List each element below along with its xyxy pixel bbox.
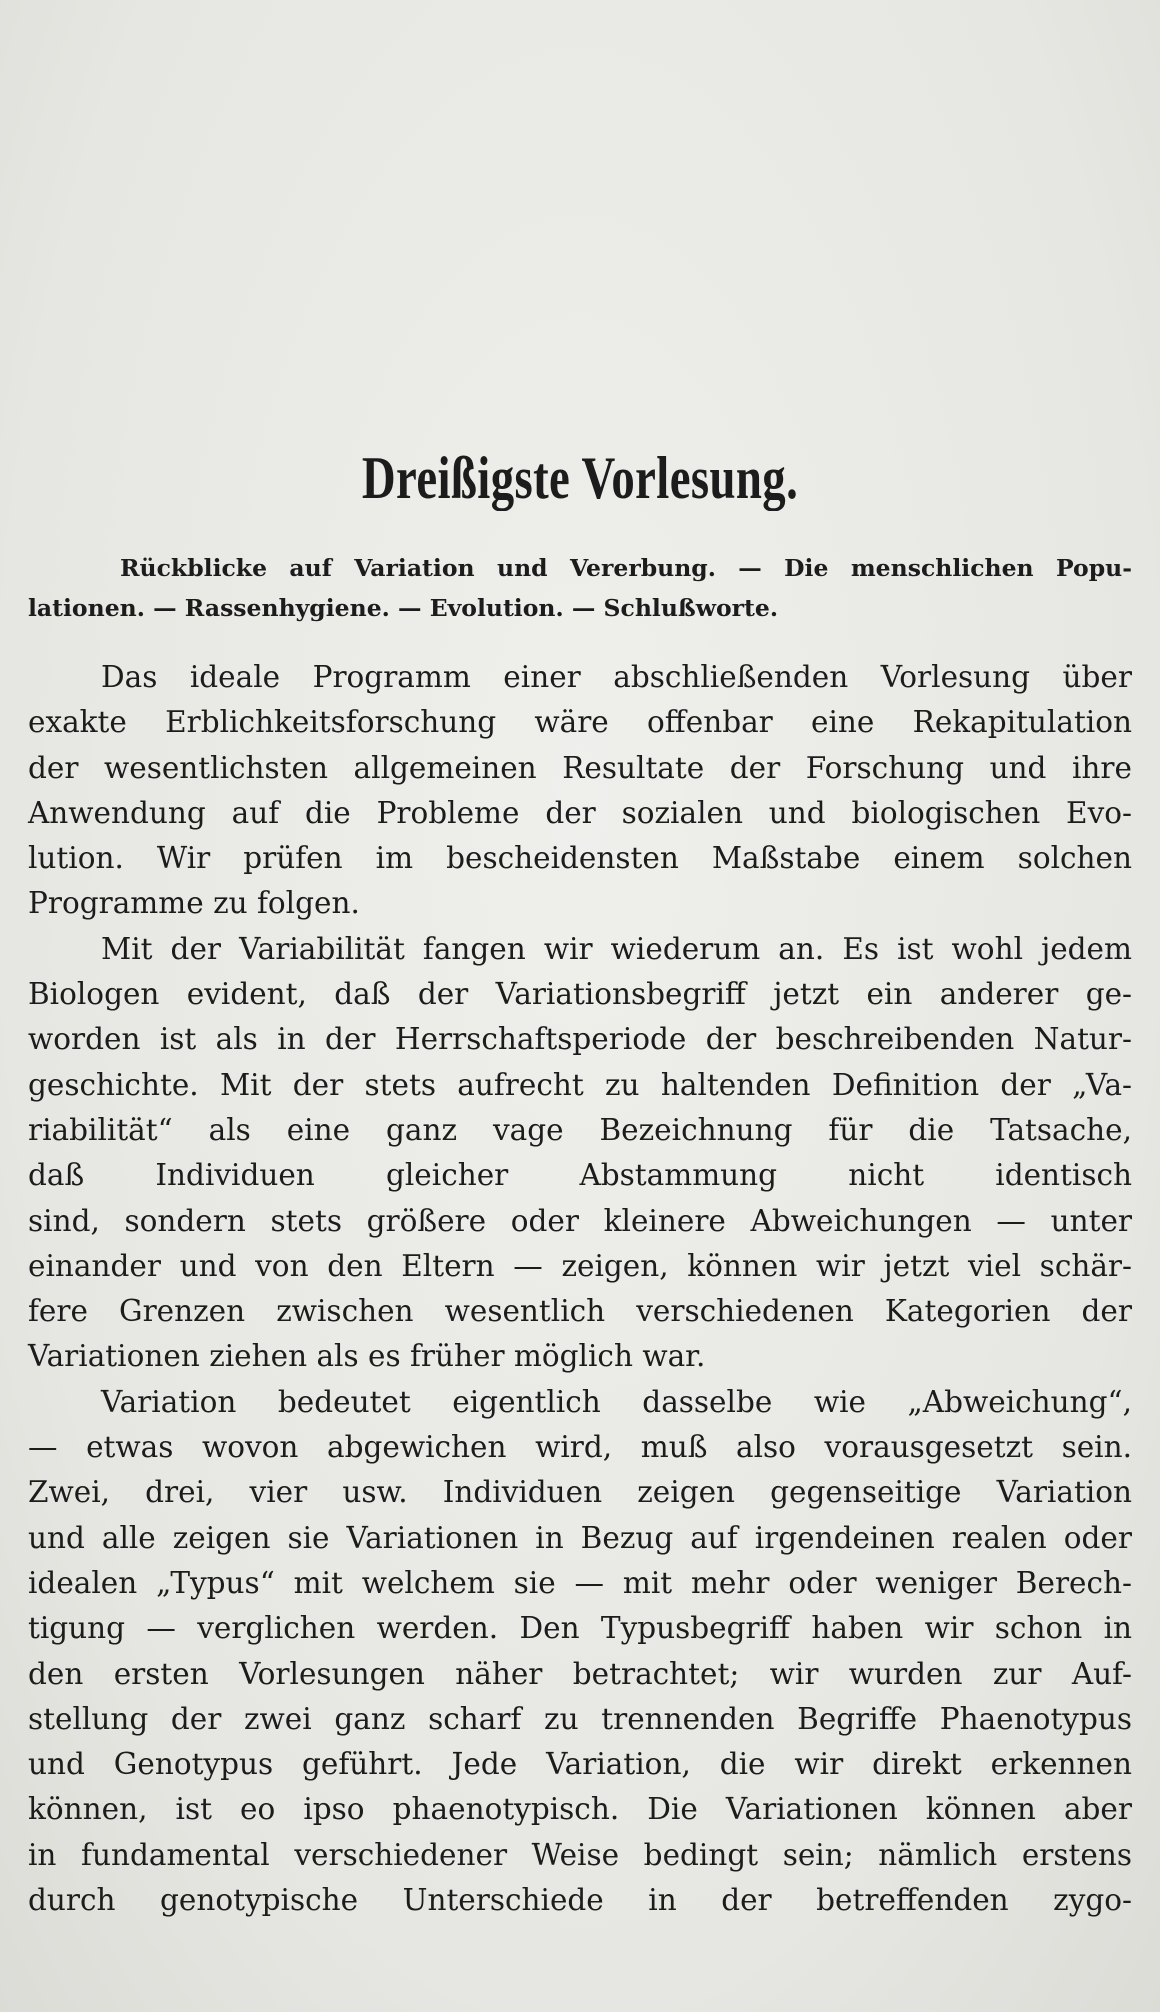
summary-line: lationen. — Rassenhygiene. — Evolution. — Schlußworte.	[28, 594, 779, 622]
body-line: Variationen ziehen als es früher möglich war.	[28, 1339, 706, 1374]
body-line: daß Individuen gleicher Abstammung nicht identisch	[28, 1158, 1132, 1193]
body-line: durch genotypische Unterschiede in der betreffenden zygo-	[28, 1883, 1132, 1918]
body-line: Zwei, drei, vier usw. Individuen zeigen gegenseitige Variation	[28, 1475, 1132, 1510]
body-line: worden ist als in der Herrschaftsperiode der beschreibenden Natur-	[28, 1022, 1132, 1057]
body-line: idealen „Typus“ mit welchem sie — mit mehr oder weniger Berech-	[28, 1565, 1132, 1600]
body-line: stellung der zwei ganz scharf zu trennenden Begriffe Phaenotypus	[28, 1701, 1132, 1736]
body-line: sind, sondern stets größere oder kleinere Abweichungen — unter	[28, 1203, 1132, 1238]
body-line: — etwas wovon abgewichen wird, muß also vorausgesetzt sein.	[28, 1430, 1132, 1465]
chapter-summary	[28, 548, 1132, 628]
body-line: fere Grenzen zwischen wesentlich verschiedenen Kategorien der	[28, 1294, 1132, 1329]
body-line: lution. Wir prüfen im bescheidensten Maßstabe einem solchen	[28, 841, 1132, 876]
body-line: den ersten Vorlesungen näher betrachtet; wir wurden zur Auf-	[28, 1656, 1132, 1691]
body-line: Programme zu folgen.	[28, 886, 360, 921]
body-line: exakte Erblichkeitsforschung wäre offenbar eine Rekapitulation	[28, 705, 1132, 740]
body-line: geschichte. Mit der stets aufrecht zu haltenden Definition der „Va-	[28, 1067, 1132, 1102]
body-line: tigung — verglichen werden. Den Typusbegriff haben wir schon in	[28, 1611, 1132, 1646]
body-line: Anwendung auf die Probleme der sozialen und biologischen Evo-	[28, 795, 1132, 830]
body-line: Mit der Variabilität fangen wir wiederum an. Es ist wohl jedem	[101, 931, 1132, 966]
summary-line: Rückblicke auf Variation und Vererbung. — Die menschlichen Popu-	[120, 554, 1132, 582]
body-line: Biologen evident, daß der Variationsbegriff jetzt ein anderer ge-	[28, 977, 1132, 1012]
body-line: einander und von den Eltern — zeigen, können wir jetzt viel schär-	[28, 1248, 1132, 1283]
body-text	[28, 655, 1132, 1923]
body-line: in fundamental verschiedener Weise bedingt sein; nämlich erstens	[28, 1837, 1132, 1872]
body-line: und alle zeigen sie Variationen in Bezug auf irgendeinen realen oder	[28, 1520, 1132, 1555]
body-line: Variation bedeutet eigentlich dasselbe wie „Abweichung“,	[101, 1384, 1132, 1419]
chapter-title: Dreißigste Vorlesung.	[361, 445, 799, 511]
body-line: und Genotypus geführt. Jede Variation, die wir direkt erkennen	[28, 1747, 1132, 1782]
body-line: können, ist eo ipso phaenotypisch. Die Variationen können aber	[28, 1792, 1132, 1827]
body-line: Das ideale Programm einer abschließenden Vorlesung über	[101, 660, 1132, 694]
body-line: riabilität“ als eine ganz vage Bezeichnung für die Tatsache,	[28, 1112, 1132, 1147]
body-line: der wesentlichsten allgemeinen Resultate der Forschung und ihre	[28, 750, 1132, 785]
